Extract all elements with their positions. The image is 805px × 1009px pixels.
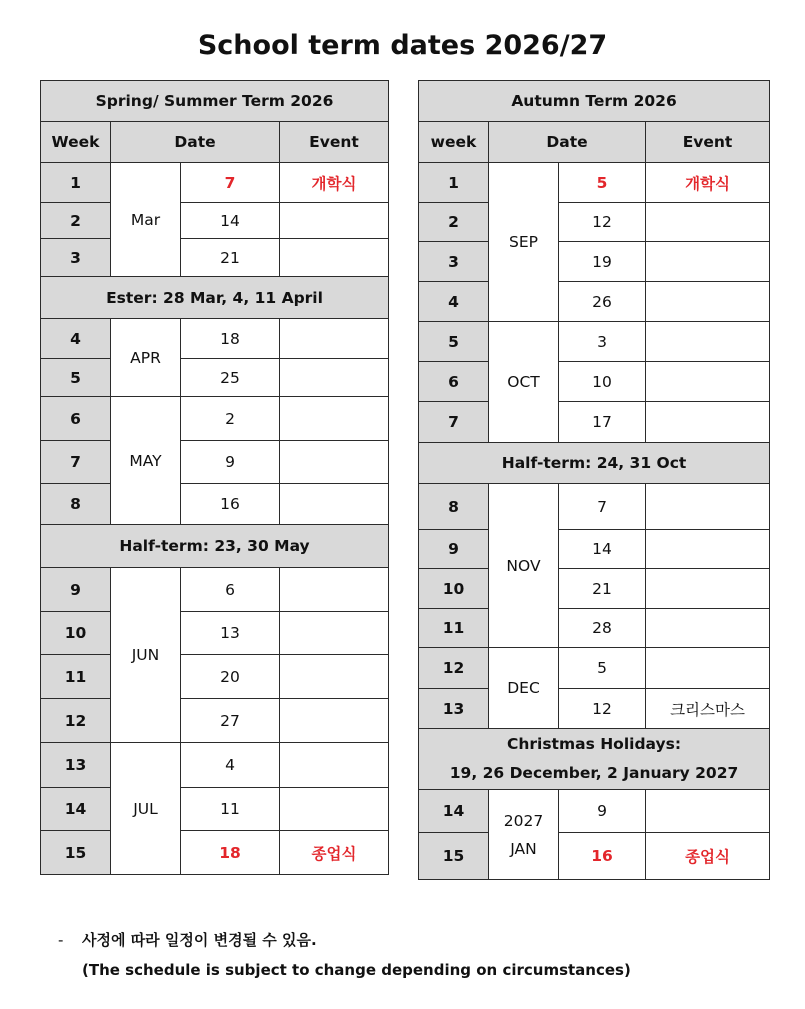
date-cell: 17 [559,402,646,443]
week-number: 14 [419,790,489,833]
event-cell: 개학식 [280,163,389,203]
week-row [41,441,389,484]
month-label: MAY [111,397,181,525]
note-text-english: (The schedule is subject to change depending on circumstances) [82,961,631,979]
break-text: Ester: 28 Mar, 4, 11 April [41,277,389,319]
week-row [41,831,389,875]
break-text-line2: 19, 26 December, 2 January 2027 [449,764,739,782]
event-cell [646,569,770,609]
date-cell: 18 [181,831,280,875]
date-cell: 9 [559,790,646,833]
event-cell: 종업식 [280,831,389,875]
date-cell: 20 [181,655,280,699]
date-cell: 27 [181,699,280,743]
week-number: 12 [41,699,111,743]
date-cell: 16 [181,484,280,525]
week-row [41,397,389,441]
event-cell [280,568,389,612]
week-number: 11 [419,609,489,648]
event-cell [646,402,770,443]
week-row [41,319,389,359]
week-row [419,282,770,322]
week-number: 6 [41,397,111,441]
term-name: Spring/ Summer Term 2026 [41,81,389,122]
week-number: 1 [41,163,111,203]
event-cell [280,239,389,277]
week-number: 5 [41,359,111,397]
month-label: SEP [489,163,559,322]
month-label: JUL [111,743,181,875]
page-title: School term dates 2026/27 [197,30,608,61]
event-cell [646,790,770,833]
date-cell: 3 [559,322,646,362]
note-text-korean: 사정에 따라 일정이 변경될 수 있음. [82,931,317,949]
month-label: APR [111,319,181,397]
event-cell: 개학식 [646,163,770,203]
event-column-header: Event [280,122,389,163]
date-cell: 18 [181,319,280,359]
spring-summer-term-table [40,80,389,875]
event-cell [280,655,389,699]
event-cell [280,359,389,397]
date-column-header: Date [111,122,280,163]
week-number: 8 [41,484,111,525]
week-row [419,402,770,443]
event-cell [280,788,389,831]
date-cell: 13 [181,612,280,655]
week-row [419,689,770,729]
week-column-header: Week [41,122,111,163]
week-number: 3 [419,242,489,282]
week-number: 11 [41,655,111,699]
week-row [419,790,770,833]
note-line-korean [58,926,317,954]
week-row [419,609,770,648]
date-cell: 14 [181,203,280,239]
week-row [41,612,389,655]
event-cell: 크리스마스 [646,689,770,729]
month-label: DEC [489,648,559,729]
week-row [41,484,389,525]
week-row [419,242,770,282]
week-number: 15 [419,833,489,880]
event-cell [646,282,770,322]
term-name: Autumn Term 2026 [419,81,770,122]
break-row [419,443,770,484]
week-row [41,359,389,397]
week-row [419,203,770,242]
column-header-row [41,122,389,163]
date-cell: 5 [559,163,646,203]
break-text: Half-term: 24, 31 Oct [419,443,770,484]
break-row [419,729,770,790]
week-number: 3 [41,239,111,277]
month-label: 2027 [503,811,544,830]
event-cell [280,397,389,441]
date-cell: 5 [559,648,646,689]
week-row [41,239,389,277]
event-cell [646,362,770,402]
month-label: NOV [489,484,559,648]
week-row [41,743,389,788]
week-number: 4 [41,319,111,359]
week-number: 9 [419,530,489,569]
event-cell [280,699,389,743]
week-row [419,530,770,569]
week-row [41,203,389,239]
week-row [419,484,770,530]
week-number: 2 [41,203,111,239]
event-cell: 종업식 [646,833,770,880]
week-row [41,788,389,831]
term-header-row [41,81,389,122]
date-cell: 19 [559,242,646,282]
break-cell [419,729,770,790]
week-number: 2 [419,203,489,242]
event-cell [280,612,389,655]
event-cell [646,484,770,530]
column-header-row [419,122,770,163]
event-column-header: Event [646,122,770,163]
week-row [419,833,770,880]
autumn-term-table [418,80,770,880]
week-number: 14 [41,788,111,831]
event-cell [280,743,389,788]
event-cell [646,322,770,362]
event-cell [646,648,770,689]
week-row [41,568,389,612]
date-cell: 21 [559,569,646,609]
week-row [41,699,389,743]
break-row [41,525,389,568]
week-number: 1 [419,163,489,203]
date-cell: 11 [181,788,280,831]
date-cell: 12 [559,689,646,729]
week-row [41,655,389,699]
week-row [419,163,770,203]
note-bullet: - [58,931,64,949]
week-number: 8 [419,484,489,530]
week-number: 4 [419,282,489,322]
date-column-header: Date [489,122,646,163]
date-cell: 9 [181,441,280,484]
week-row [419,648,770,689]
break-text: Half-term: 23, 30 May [41,525,389,568]
event-cell [280,441,389,484]
week-number: 7 [41,441,111,484]
month-label: JUN [111,568,181,743]
week-column-header: week [419,122,489,163]
break-text: Christmas Holidays: [506,735,682,753]
week-number: 12 [419,648,489,689]
month-cell [489,790,559,880]
week-row [419,322,770,362]
month-label: OCT [489,322,559,443]
week-row [419,569,770,609]
date-cell: 25 [181,359,280,397]
date-cell: 21 [181,239,280,277]
event-cell [646,242,770,282]
date-cell: 6 [181,568,280,612]
event-cell [280,203,389,239]
month-label: Mar [111,163,181,277]
week-row [41,163,389,203]
event-cell [280,484,389,525]
date-cell: 7 [559,484,646,530]
week-number: 9 [41,568,111,612]
week-number: 13 [419,689,489,729]
week-number: 13 [41,743,111,788]
week-number: 10 [41,612,111,655]
week-number: 5 [419,322,489,362]
date-cell: 7 [181,163,280,203]
week-number: 7 [419,402,489,443]
event-cell [280,319,389,359]
date-cell: 14 [559,530,646,569]
date-cell: 12 [559,203,646,242]
week-row [419,362,770,402]
week-number: 15 [41,831,111,875]
date-cell: 4 [181,743,280,788]
week-number: 10 [419,569,489,609]
break-row [41,277,389,319]
event-cell [646,530,770,569]
event-cell [646,203,770,242]
date-cell: 2 [181,397,280,441]
date-cell: 28 [559,609,646,648]
term-header-row [419,81,770,122]
date-cell: 10 [559,362,646,402]
event-cell [646,609,770,648]
date-cell: 16 [559,833,646,880]
date-cell: 26 [559,282,646,322]
week-number: 6 [419,362,489,402]
month-label-line2: JAN [510,839,537,858]
